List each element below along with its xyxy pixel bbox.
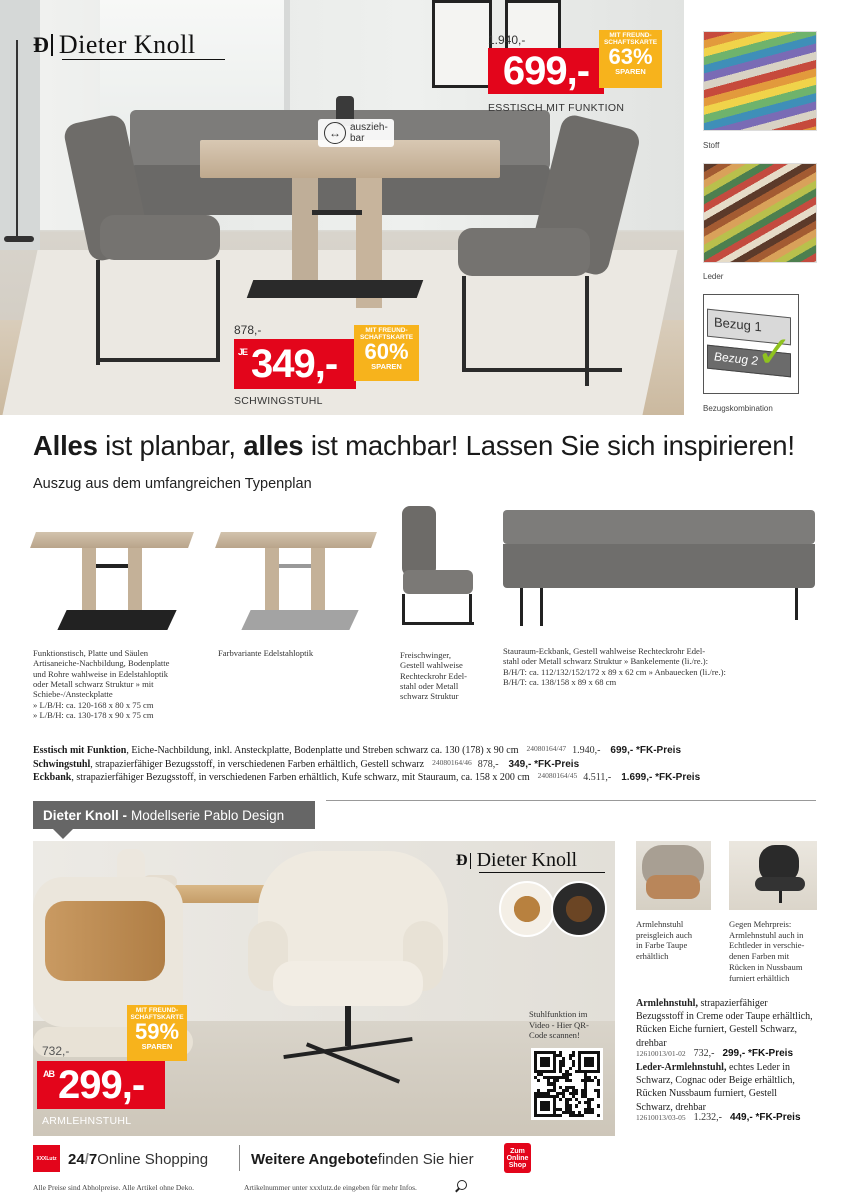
thumb-leather	[729, 841, 817, 910]
armchair-old-price: 732,-	[42, 1044, 70, 1058]
bezugskombination-graphic: Bezug 1 Bezug 2 ✓	[703, 294, 799, 394]
stoff-label: Stoff	[703, 141, 720, 150]
thumb-taupe	[636, 841, 711, 910]
detail-circle-walnut	[551, 881, 607, 937]
typeplan-table-1	[30, 532, 194, 548]
spec-row: Esstisch mit Funktion , Eiche-Nachbildung, inkl. Ansteckplatte, Bodenplatte und Streben schwarz ca. 130 (178) x 90 cm 24080164/47 1.940,- 699,- *FK-Preis	[33, 744, 682, 756]
typeplan-eckbank-text: Stauraum-Eckbank, Gestell wahlweise Rechteckrohr Edel- stahl oder Metall schwarz Struktur » Bankelemente (li./re.): B/H/T: ca. 112/132/152/172 x 89 x 62 cm » Anbauecken (li./re.): B/H/T: ca. 138/158 x 89 x 68 cm	[503, 646, 726, 687]
series-tag: Dieter Knoll - Modellserie Pablo Design	[33, 801, 315, 829]
armchair-price: AB 299,-	[37, 1061, 165, 1109]
dk-mark-icon: Ð	[456, 853, 471, 869]
table-price: 699,-	[488, 48, 604, 94]
typeplan-chair-text: Freischwinger, Gestell wahlweise Rechteckrohr Edel- stahl oder Metall schwarz Struktur	[400, 650, 468, 702]
spec-row: Schwingstuhl , strapazierfähiger Bezugsstoff, in verschiedenen Farben erhältlich, Gestell schwarz 24080164/46 878,- 349,- *FK-Preis	[33, 757, 580, 770]
table-old-price: 1.940,-	[488, 33, 526, 47]
armlehnstuhl-desc: Armlehnstuhl, strapazierfähiger Bezugsstoff in Creme oder Taupe erhältlich, Rücken Eiche furniert, Gestell Schwarz, drehbar	[636, 998, 813, 1049]
stoff-swatch	[703, 31, 817, 131]
table-caption: ESSTISCH MIT FUNKTION	[488, 102, 625, 114]
chair-savings-badge: MIT FREUND- SCHAFTSKARTE 60% SPAREN	[354, 325, 419, 381]
xxxlutz-logo[interactable]: XXXLutz	[33, 1145, 60, 1172]
leder-armlehnstuhl-desc: Leder-Armlehnstuhl, echtes Leder in Schwarz, Cognac oder Beige erhältlich, Rücken Nussbaum furniert, Gestell Schwarz, drehbar	[636, 1062, 795, 1113]
armchair-caption: ARMLEHNSTUHL	[42, 1115, 132, 1127]
checkmark-icon: ✓	[756, 328, 793, 377]
qr-code[interactable]	[531, 1048, 603, 1120]
armlehnstuhl-price-line: 12610013/01-02 732,- 299,- *FK-Preis	[636, 1048, 794, 1059]
footer-fine-right: Artikelnummer unter xxxlutz.de eingeben für mehr Infos.	[244, 1183, 417, 1192]
spec-row: Eckbank , strapazierfähiger Bezugsstoff, in verschiedenen Farben erhältlich, Kufe schwarz, mit Stauraum, ca. 158 x 200 cm 24080164/45 4.511,- 1.699,- *FK-Preis	[33, 771, 701, 783]
subline: Auszug aus dem umfangreichen Typenplan	[33, 476, 312, 492]
table-savings-badge: MIT FREUND- SCHAFTSKARTE 63% SPAREN	[599, 30, 662, 88]
typeplan-eckbank	[503, 510, 815, 544]
dieter-knoll-logo-2: Ð Dieter Knoll	[456, 849, 578, 871]
ausziehbar-tag: ↔ auszieh- bar	[318, 119, 394, 147]
headline: Alles ist planbar, alles ist machbar! Lassen Sie sich inspirieren!	[33, 430, 795, 461]
hero-photo	[0, 0, 684, 415]
thumb-taupe-text: Armlehnstuhl preisgleich auch in Farbe Taupe erhältlich	[636, 919, 693, 962]
chair-caption: SCHWINGSTUHL	[234, 395, 323, 407]
detail-circle-oak	[499, 881, 555, 937]
section-divider	[326, 800, 816, 801]
armchair-photo	[33, 841, 615, 1136]
footer-fine-left: Alle Preise sind Abholpreise. Alle Artikel ohne Deko.	[33, 1183, 195, 1192]
online-shop-icon[interactable]: Zum Online Shop	[504, 1143, 531, 1173]
online-shopping[interactable]: 24 / 7 Online Shopping	[68, 1150, 209, 1168]
qr-text: Stuhlfunktion im Video - Hier QR- Code scannen!	[529, 1009, 589, 1041]
armchair-savings-badge: MIT FREUND- SCHAFTSKARTE 59% SPAREN	[127, 1005, 187, 1061]
typeplan-chair	[402, 506, 436, 576]
typeplan-table-1-text: Funktionstisch, Platte und Säulen Artisaneiche-Nachbildung, Bodenplatte und Rohre wahlweise in Edelstahloptik oder Metall schwarz Struktur » mit Schiebe-/Ansteckplatte » L/B/H: ca. 120-168 x 80 x 75 cm » L/B/H: ca. 130-178 x 90 x 75 cm	[33, 648, 170, 720]
leder-armlehnstuhl-price-line: 12610013/03-05 1.232,- 449,- *FK-Preis	[636, 1112, 801, 1123]
leder-label: Leder	[703, 272, 724, 281]
typeplan-table-2-text: Farbvariante Edelstahloptik	[218, 648, 314, 658]
spec-table	[33, 744, 823, 785]
typeplan-table-2	[215, 532, 377, 548]
expand-arrows-icon: ↔	[324, 122, 346, 144]
chair-old-price: 878,-	[234, 323, 262, 337]
chair-price: JE 349,-	[234, 339, 356, 389]
dieter-knoll-logo: Ð Dieter Knoll	[33, 30, 196, 59]
leder-swatch	[703, 163, 817, 263]
thumb-leather-text: Gegen Mehrpreis: Armlehnstuhl auch in Echtleder in verschie- denen Farben mit Rücken in Nussbaum furniert erhältlich	[729, 919, 805, 983]
weitere-angebote-link[interactable]: Weitere Angebote finden Sie hier	[251, 1150, 474, 1168]
dk-mark-icon: Ð	[33, 34, 53, 56]
bezug-label: Bezugskombination	[703, 404, 773, 413]
